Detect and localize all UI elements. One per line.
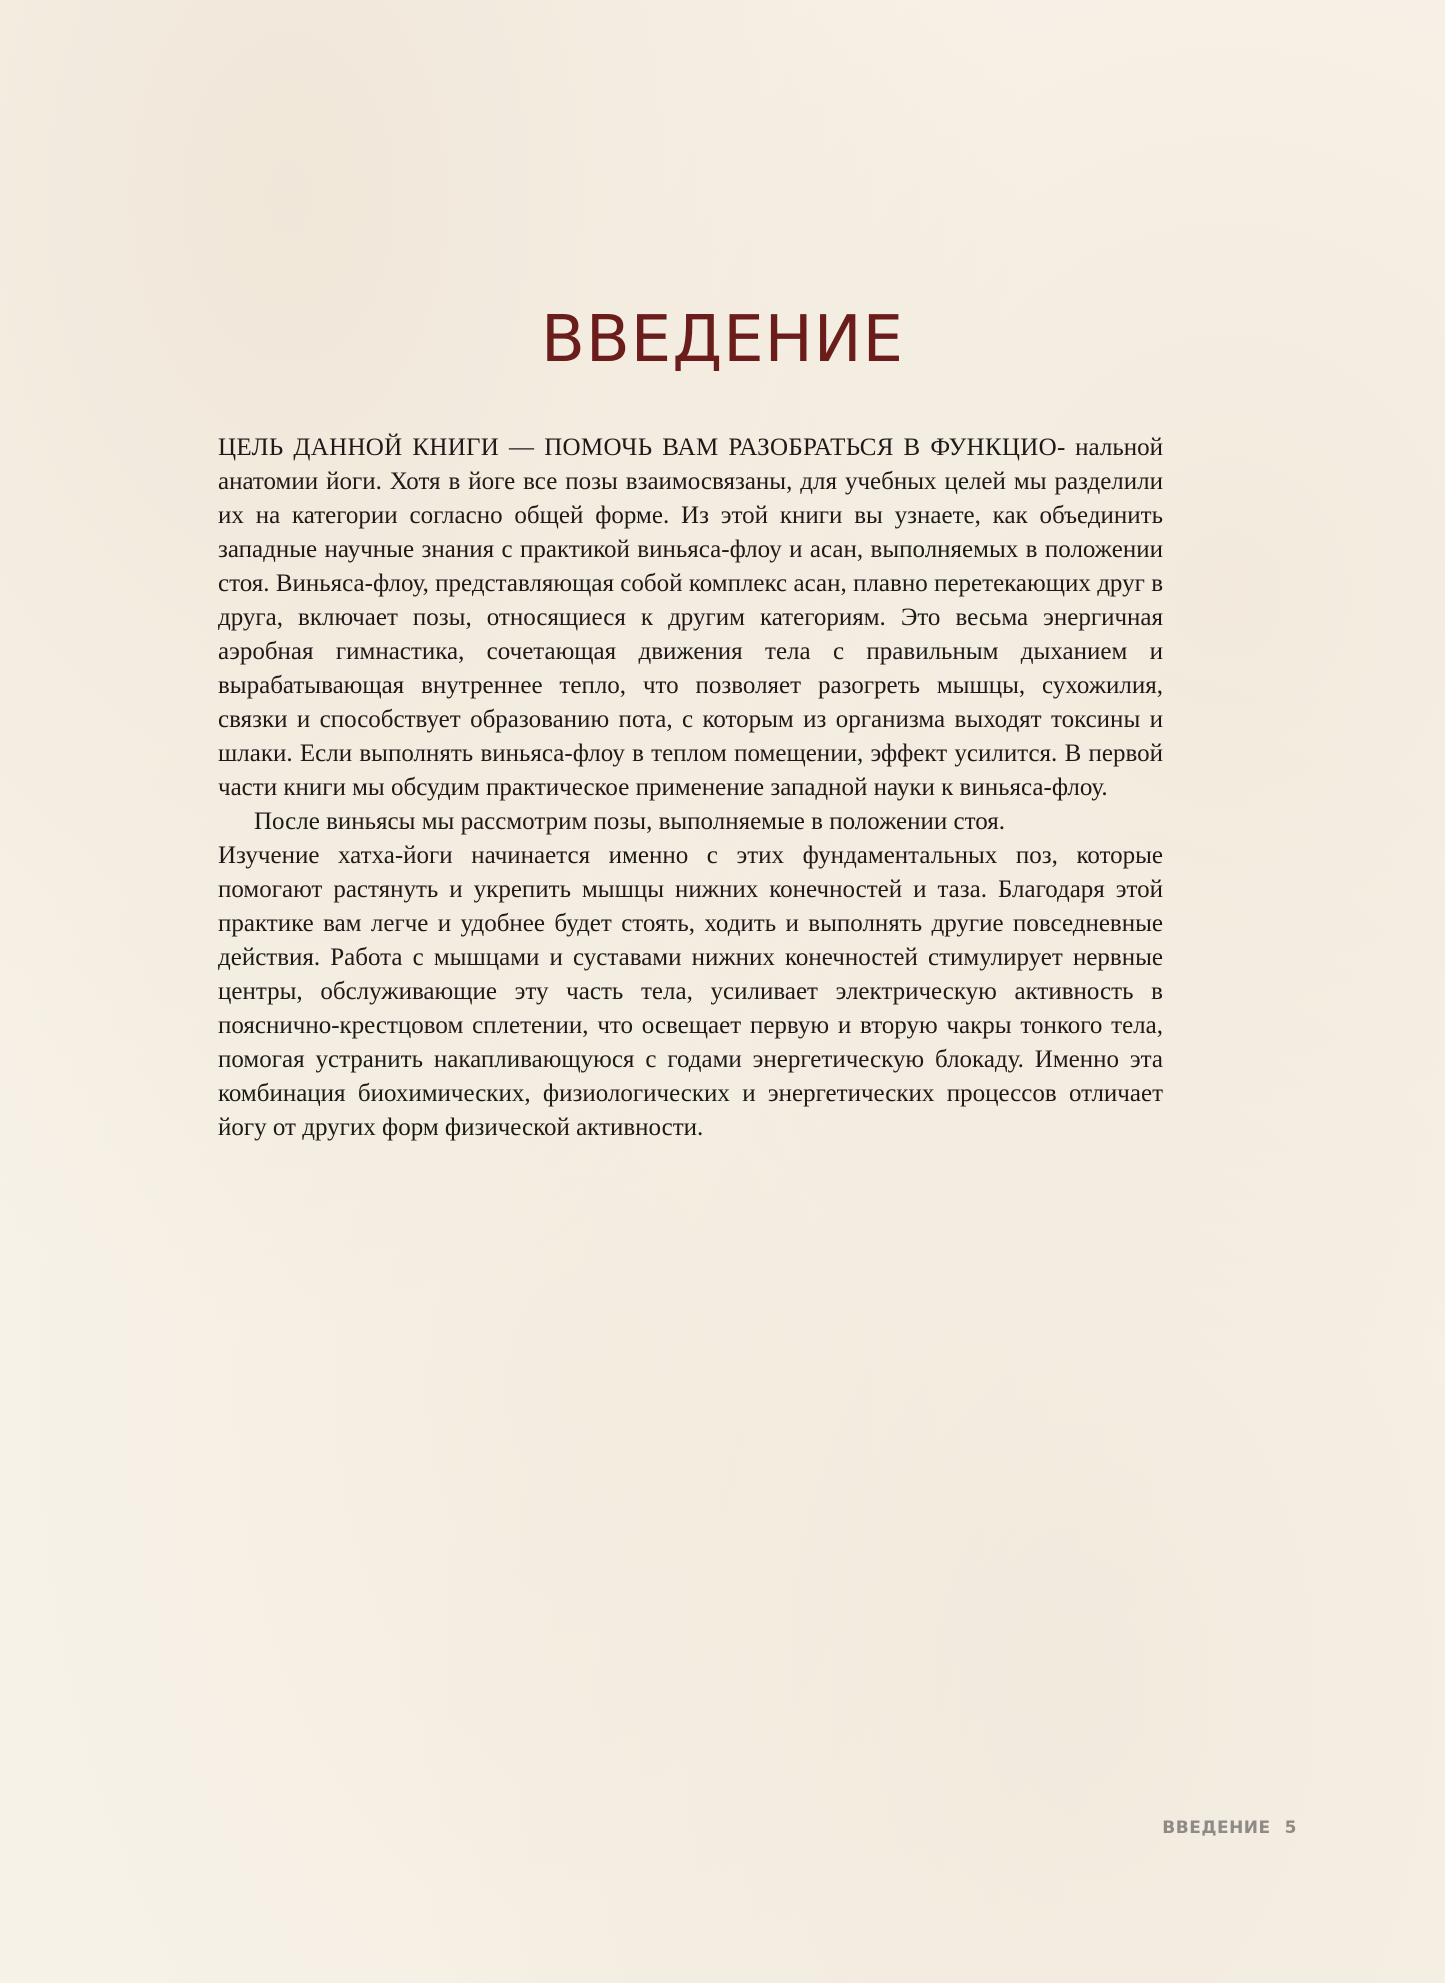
- paragraph-vinyasa: После виньясы мы рассмотрим позы, выполняемые в положении стоя.: [254, 808, 1005, 835]
- page-footer: [1162, 1818, 1297, 1838]
- footer-section-title: ВВЕДЕНИЕ: [1162, 1818, 1271, 1838]
- chapter-title: ВВЕДЕНИЕ: [540, 303, 905, 377]
- paragraph-lead-caps: ЦЕЛЬ ДАННОЙ КНИГИ — ПОМОЧЬ ВАМ РАЗОБРАТЬСЯ В ФУНКЦИО-: [218, 434, 1066, 461]
- paragraph-intro-text: нальной анатомии йоги. Хотя в йоге все позы взаимосвязаны, для учебных целей мы разделили их на категории согласно общей форме. Из этой книги вы узнаете, как объединить западные научные знания с практикой виньяса-флоу и асан, выполняемых в положении стоя. Виньяса-флоу, представляющая собой комплекс асан, плавно перетекающих друг в друга, включает позы, относящиеся к другим категориям. Это весьма энергичная аэробная гимнастика, сочетающая движения тела с правильным дыханием и вырабатывающая внутреннее тепло, что позволяет разогреть мышцы, сухожилия, связки и способствует образованию пота, с которым из организма выходят токсины и шлаки. Если выполнять виньяса-флоу в теплом помещении, эффект усилится. В первой части книги мы обсудим практическое применение западной науки к виньяса-флоу.: [218, 434, 1163, 801]
- paragraph-standing-poses: Изучение хатха-йоги начинается именно с этих фундаментальных поз, которые помогают растянуть и укрепить мышцы нижних конечностей и таза. Благодаря этой практике вам легче и удобнее будет стоять, ходить и выполнять другие повседневные действия. Работа с мышцами и суставами нижних конечностей стимулирует нервные центры, обслуживающие эту часть тела, усиливает электрическую активность в пояснично-крестцовом сплетении, что освещает первую и вторую чакры тонкого тела, помогая устранить накапливающуюся с годами энергетическую блокаду. Именно эта комбинация биохимических, физиологических и энергетических процессов отличает йогу от других форм физической активности.: [218, 842, 1163, 1141]
- paragraph-intro: [218, 431, 1163, 805]
- body-text: [218, 431, 1163, 1145]
- page-number: 5: [1284, 1818, 1297, 1838]
